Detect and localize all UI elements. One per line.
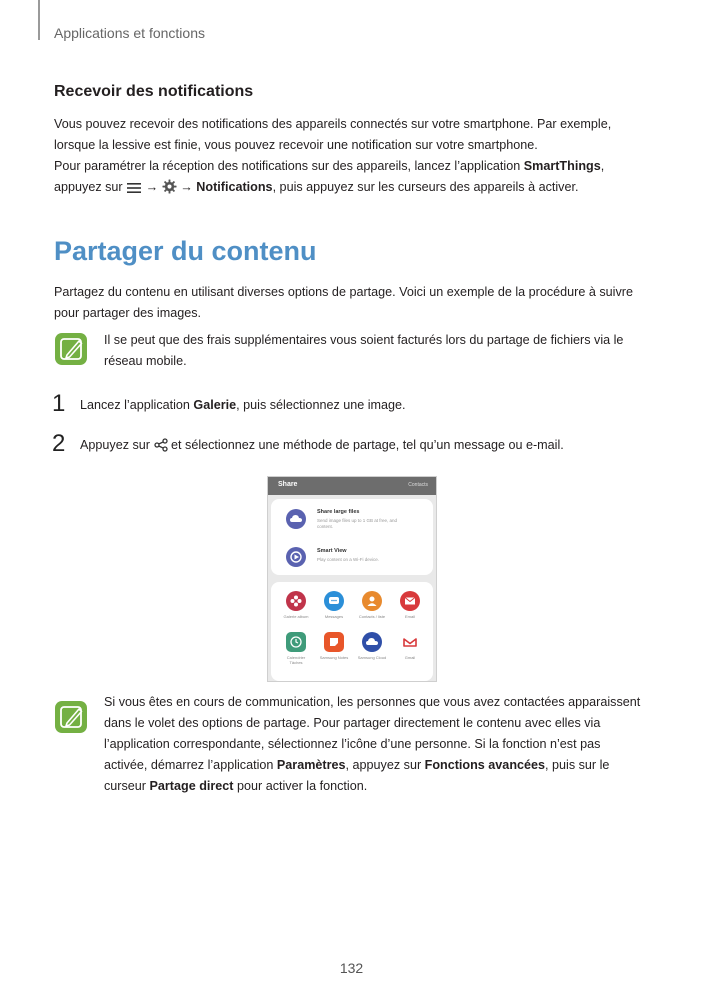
email-icon[interactable] bbox=[400, 591, 420, 611]
option-subtitle: Send image files up to 1 GB at free, and content. bbox=[317, 518, 398, 529]
app-label: Email bbox=[404, 614, 415, 619]
app-label: Samsung Cloud bbox=[357, 655, 387, 660]
advanced-features-label: Fonctions avancées bbox=[424, 758, 546, 772]
share-content-title: Partager du contenu bbox=[54, 236, 317, 266]
step-2-text: Appuyez sur et sélectionnez une méthode de partage, tel qu’un message ou e-mail. bbox=[80, 435, 564, 459]
app-label: Contacts / liste bbox=[358, 614, 386, 619]
note-mobile-charges: Il se peut que des frais supplémentaires vous soient facturés lors du partage de fichiers via le réseau mobile. bbox=[104, 333, 624, 368]
app-label: Calendrier Tâches bbox=[286, 655, 306, 665]
contacts-icon[interactable] bbox=[362, 591, 382, 611]
note-pencil-icon bbox=[55, 333, 87, 365]
app-label: Galerie album bbox=[283, 614, 309, 619]
gallery-app-name: Galerie bbox=[193, 398, 237, 412]
notes-icon[interactable] bbox=[324, 632, 344, 652]
notifications-paragraph-2: Pour paramétrer la réception des notifications sur des appareils, lancez l’application SmartThings, appuyez sur → → Notifications, puis appuyez sur les curseurs des appareils à activer. bbox=[54, 156, 654, 201]
notifications-heading: Recevoir des notifications bbox=[54, 83, 254, 100]
step-2-number: 2 bbox=[52, 430, 66, 457]
messages-icon[interactable] bbox=[324, 591, 344, 611]
notifications-paragraph-1: Vous pouvez recevoir des notifications des appareils connectés sur votre smartphone. Par exemple, lorsque la lessive est finie, vous pouvez recevoir une notification sur votre smartphone. bbox=[54, 117, 612, 152]
share-icon bbox=[154, 438, 168, 459]
cloud-icon[interactable] bbox=[362, 632, 382, 652]
smartthings-app-name: SmartThings bbox=[523, 159, 601, 173]
notifications-label: Notifications bbox=[196, 180, 273, 194]
gallery-flower-icon[interactable] bbox=[286, 591, 306, 611]
section-header: Applications et fonctions bbox=[54, 25, 205, 41]
app-label: Samsung Notes bbox=[319, 655, 349, 660]
direct-share-label: Partage direct bbox=[149, 779, 234, 793]
gear-icon bbox=[162, 179, 177, 201]
step-1-number: 1 bbox=[52, 390, 66, 417]
share-panel-title: Share bbox=[278, 481, 298, 488]
smart-view-icon[interactable] bbox=[286, 547, 306, 567]
option-title[interactable]: Smart View bbox=[317, 548, 347, 554]
share-intro: Partagez du contenu en utilisant diverses options de partage. Voici un exemple de la procédure à suivre pour partager des images. bbox=[54, 285, 633, 320]
cloud-upload-icon[interactable] bbox=[286, 509, 306, 529]
step-1-text: Lancez l’application Galerie, puis sélectionnez une image. bbox=[80, 398, 406, 412]
app-label: Messages bbox=[324, 614, 344, 619]
note-pencil-icon bbox=[55, 701, 87, 733]
option-title[interactable]: Share large files bbox=[317, 509, 360, 515]
share-panel-screenshot bbox=[267, 476, 437, 682]
clock-icon[interactable] bbox=[286, 632, 306, 652]
app-label: Gmail bbox=[404, 655, 416, 660]
header-rule bbox=[38, 0, 40, 40]
note-direct-share: Si vous êtes en cours de communication, les personnes que vous avez contactées apparaissent dans le volet des options de partage. Pour partager directement le contenu avec elles via l’application correspondante, sélectionnez l’icône d’une personne. Si la fonction n’est pas activée, démarrez l’application Paramètres, appuyez sur Fonctions avancées, puis sur le curseur Partage direct pour activer la fonction. bbox=[104, 695, 641, 793]
share-apps-card bbox=[271, 582, 433, 681]
gmail-icon[interactable] bbox=[400, 632, 420, 652]
settings-app-name: Paramètres bbox=[276, 758, 346, 772]
option-subtitle: Play content on a Wi-Fi device. bbox=[317, 557, 380, 562]
share-panel-contacts-link[interactable]: Contacts bbox=[408, 482, 428, 488]
page-number: 132 bbox=[339, 960, 364, 976]
share-options-card bbox=[271, 499, 433, 575]
menu-icon bbox=[126, 180, 142, 201]
